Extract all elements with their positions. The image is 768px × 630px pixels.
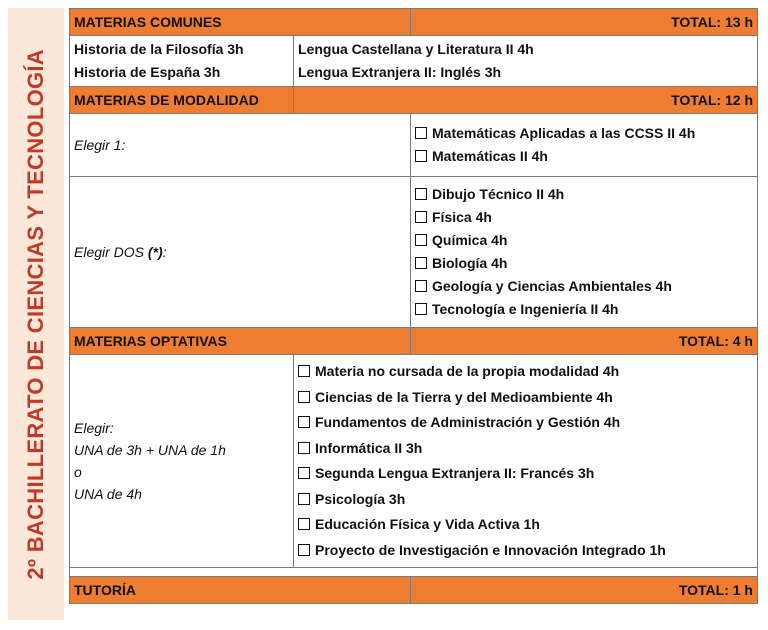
option-item[interactable] [298,461,753,487]
comunes-subject: Historia de España 3h [74,64,221,80]
option-label: Matemáticas Aplicadas a las CCSS II 4h [432,125,696,141]
checkbox-icon[interactable] [415,280,427,292]
option-label: Física 4h [432,209,492,225]
option-label: Proyecto de Investigación e Innovación Integrado 1h [315,541,666,558]
checkbox-icon[interactable] [298,493,310,505]
checkbox-icon[interactable] [415,303,427,315]
elegir1-options [411,114,758,177]
elegir2-row [70,177,758,328]
checkbox-icon[interactable] [298,544,310,556]
elegir2-colon: : [162,244,167,260]
elegir2-mark: (*) [147,244,163,260]
option-label: Informática II 3h [315,439,423,456]
option-item[interactable] [415,183,753,206]
option-label: Dibujo Técnico II 4h [432,186,565,202]
option-item[interactable] [415,252,753,275]
checkbox-icon[interactable] [298,467,310,479]
checkbox-icon[interactable] [298,518,310,530]
elegir1-row [70,114,758,177]
option-item[interactable] [298,512,753,538]
option-item[interactable] [298,410,753,436]
option-label: Geología y Ciencias Ambientales 4h [432,278,672,294]
modalidad-title: MATERIAS DE MODALIDAD [70,87,294,114]
side-title-band [8,8,64,620]
subjects-table [69,8,758,604]
checkbox-icon[interactable] [415,234,427,246]
tutoria-title: TUTORÍA [70,577,411,604]
option-item[interactable] [298,385,753,411]
option-item[interactable] [298,359,753,385]
elegir2-label: Elegir DOS [74,244,145,260]
spacer-row [70,568,758,577]
modalidad-total: TOTAL: 12 h [294,87,758,114]
optativas-label-line: UNA de 3h + UNA de 1h [74,442,226,458]
checkbox-icon[interactable] [298,365,310,377]
modalidad-header-row [70,87,758,114]
tutoria-total: TOTAL: 1 h [411,577,758,604]
option-item[interactable] [415,145,753,168]
option-item[interactable] [415,206,753,229]
checkbox-icon[interactable] [415,257,427,269]
comunes-row [70,36,758,87]
elegir2-label-cell [70,177,411,328]
comunes-total: TOTAL: 13 h [411,9,758,36]
option-label: Tecnología e Ingeniería II 4h [432,301,619,317]
optativas-label-line: UNA de 4h [74,486,142,502]
checkbox-icon[interactable] [415,127,427,139]
checkbox-icon[interactable] [298,416,310,428]
elegir1-label: Elegir 1: [70,114,411,177]
option-label: Psicología 3h [315,490,406,507]
optativas-label-line: Elegir: [74,420,114,436]
option-label: Materia no cursada de la propia modalidad 4h [315,363,620,379]
optativas-options [294,355,758,568]
option-item[interactable] [298,487,753,513]
optativas-title: MATERIAS OPTATIVAS [70,328,411,355]
option-label: Matemáticas II 4h [432,148,548,164]
optativas-label-cell [70,355,294,568]
option-item[interactable] [298,538,753,564]
checkbox-icon[interactable] [415,211,427,223]
option-label: Educación Física y Vida Activa 1h [315,516,540,532]
comunes-right-cell [294,36,758,87]
option-item[interactable] [298,436,753,462]
checkbox-icon[interactable] [415,150,427,162]
option-label: Fundamentos de Administración y Gestión 4h [315,414,621,430]
elegir2-options [411,177,758,328]
option-label: Química 4h [432,232,508,248]
comunes-subject: Lengua Extranjera II: Inglés 3h [298,64,502,80]
option-label: Biología 4h [432,255,508,271]
option-item[interactable] [415,229,753,252]
comunes-title: MATERIAS COMUNES [70,9,411,36]
optativas-header-row [70,328,758,355]
optativas-total: TOTAL: 4 h [411,328,758,355]
comunes-header-row [70,9,758,36]
comunes-subject: Historia de la Filosofía 3h [74,41,244,57]
optativas-label-line: o [74,464,82,480]
side-title: 2º BACHILLERATO DE CIENCIAS Y TECNOLOGÍA [23,48,48,580]
checkbox-icon[interactable] [298,442,310,454]
spacer-cell [70,568,758,577]
option-label: Ciencias de la Tierra y del Medioambiente 4h [315,388,613,405]
option-item[interactable] [415,275,753,298]
checkbox-icon[interactable] [415,188,427,200]
option-label: Segunda Lengua Extranjera II: Francés 3h [315,465,595,481]
option-item[interactable] [415,298,753,321]
comunes-subject: Lengua Castellana y Literatura II 4h [298,41,534,57]
tutoria-header-row [70,577,758,604]
checkbox-icon[interactable] [298,391,310,403]
optativas-row [70,355,758,568]
option-item[interactable] [415,122,753,145]
comunes-left-cell [70,36,294,87]
